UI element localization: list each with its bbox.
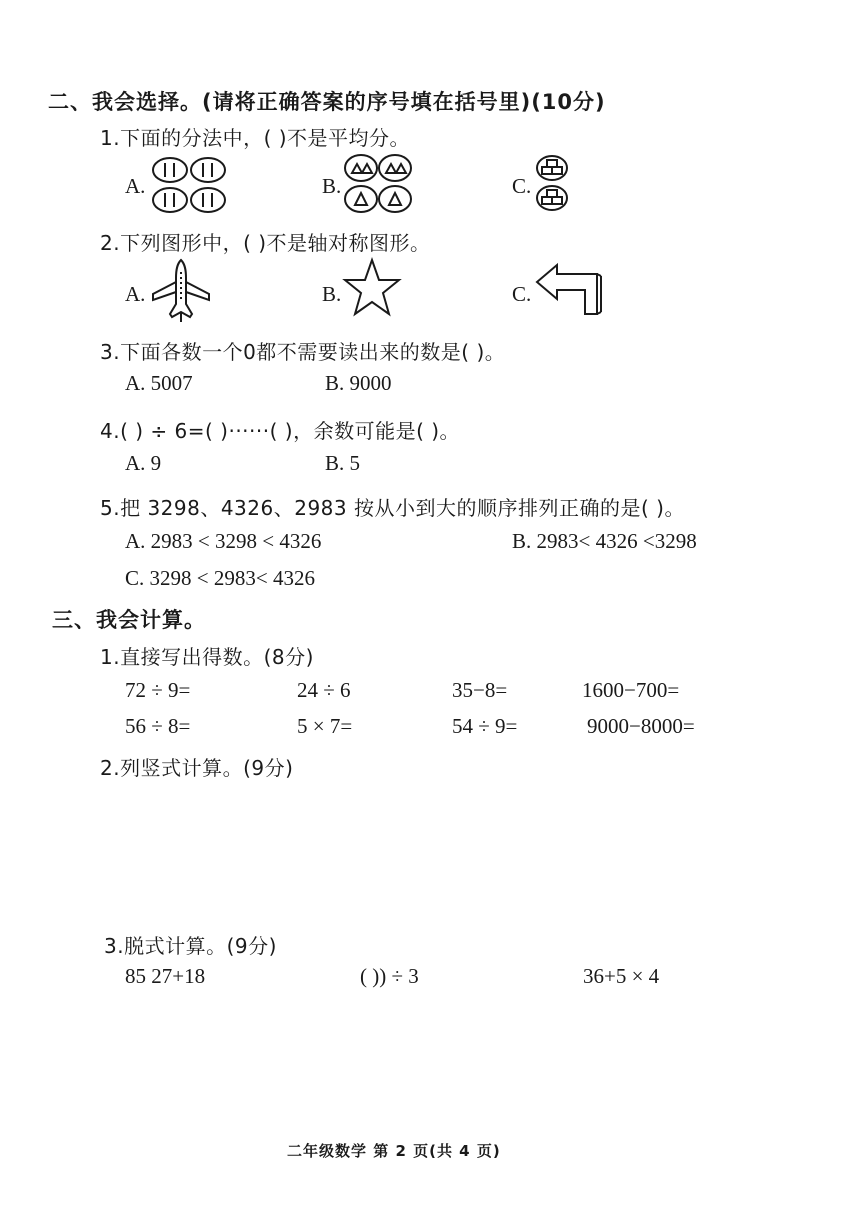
star-icon (343, 258, 401, 318)
question-5-stem: 5.把 3298、4326、2983 按从小到大的顺序排列正确的是( )。 (100, 496, 685, 520)
calc-item: 35−8= (452, 678, 508, 702)
step-calc-item: 36+5 × 4 (583, 964, 660, 988)
calc-item: 24 ÷ 6 (297, 678, 351, 702)
q3-option-b: B. 9000 (325, 371, 392, 395)
calc-item: 72 ÷ 9= (125, 678, 191, 702)
q4-option-b: B. 5 (325, 451, 361, 475)
calc-question-1-stem: 1.直接写出得数。(8分) (100, 645, 314, 669)
step-calc-item: ( )) ÷ 3 (360, 964, 419, 988)
question-4-stem: 4.( ) ÷ 6=( )······( )，余数可能是( )。 (100, 419, 461, 443)
calc-question-2-stem: 2.列竖式计算。(9分) (100, 756, 294, 780)
q2-option-c-label: C. (512, 282, 532, 306)
airplane-icon (150, 258, 212, 324)
calc-item: 54 ÷ 9= (452, 714, 518, 738)
calc-question-3-stem: 3.脱式计算。(9分) (104, 934, 277, 958)
q1-option-b-figure (343, 153, 415, 215)
calc-item: 5 × 7= (297, 714, 353, 738)
calc-item: 9000−8000= (587, 714, 695, 738)
q2-option-a-label: A. (125, 282, 146, 306)
q3-option-a: A. 5007 (125, 371, 193, 395)
page-footer: 二年级数学 第 2 页(共 4 页) (287, 1142, 501, 1160)
q1-option-b-label: B. (322, 174, 342, 198)
section-2-title: 二、我会选择。(请将正确答案的序号填在括号里)(10分) (48, 90, 606, 114)
question-2-stem: 2.下列图形中，( )不是轴对称图形。 (100, 231, 431, 255)
question-1-stem: 1.下面的分法中，( )不是平均分。 (100, 126, 411, 150)
bent-arrow-icon (535, 262, 601, 318)
q5-option-b: B. 2983< 4326 <3298 (512, 529, 697, 553)
q2-option-b-label: B. (322, 282, 342, 306)
calc-item: 1600−700= (582, 678, 680, 702)
q1-option-c-figure (535, 154, 571, 214)
question-3-stem: 3.下面各数一个0都不需要读出来的数是( )。 (100, 340, 506, 364)
q1-option-a-label: A. (125, 174, 146, 198)
calc-item: 56 ÷ 8= (125, 714, 191, 738)
q1-option-c-label: C. (512, 174, 532, 198)
q5-option-c: C. 3298 < 2983< 4326 (125, 566, 315, 590)
q1-option-a-figure (150, 155, 230, 215)
q4-option-a: A. 9 (125, 451, 162, 475)
section-3-title: 三、我会计算。 (52, 608, 206, 632)
step-calc-item: 85 27+18 (125, 964, 206, 988)
q5-option-a: A. 2983 < 3298 < 4326 (125, 529, 322, 553)
